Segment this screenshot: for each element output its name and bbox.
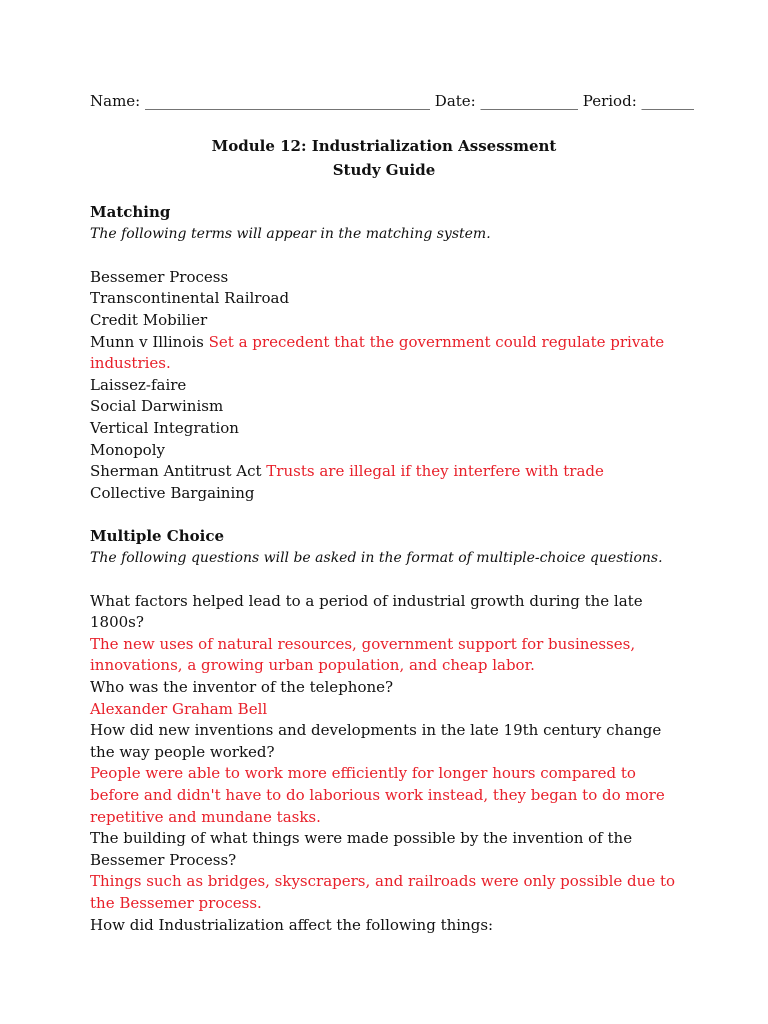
term-item (90, 332, 680, 375)
answer-text: The new uses of natural resources, government support for businesses, innovations, a growing urban population, and cheap labor. (90, 634, 636, 675)
answer-text: Alexander Graham Bell (90, 699, 268, 718)
term-label: Laissez-faire (90, 375, 187, 394)
question-text: How did new inventions and developments in the late 19th century change the way people worked? (90, 721, 662, 761)
period-blank: _______ (641, 92, 695, 110)
term-label: Munn v Illinois (90, 332, 204, 351)
document-title (0, 134, 768, 182)
term-item (90, 267, 680, 289)
term-label: Monopoly (90, 440, 165, 459)
name-blank: ______________________________________ (145, 92, 431, 110)
multiple-choice-intro: The following questions will be asked in the format of multiple-choice questions. (90, 549, 663, 566)
term-label: Vertical Integration (90, 418, 239, 437)
period-label: Period: (582, 92, 637, 110)
document-body (90, 202, 680, 936)
question-list (90, 591, 680, 937)
term-label: Credit Mobilier (90, 310, 208, 329)
student-info-line (90, 90, 695, 112)
term-item (90, 396, 680, 418)
question-text: How did Industrialization affect the following things: (90, 915, 494, 934)
term-item (90, 310, 680, 332)
date-label: Date: (434, 92, 476, 110)
term-item (90, 483, 680, 505)
term-label: Collective Bargaining (90, 483, 255, 502)
term-label: Transcontinental Railroad (90, 289, 290, 308)
term-label: Sherman Antitrust Act (90, 462, 262, 481)
matching-heading: Matching (90, 203, 171, 221)
term-answer: Trusts are illegal if they interfere with trade (266, 462, 604, 481)
question-text: Who was the inventor of the telephone? (90, 678, 394, 697)
multiple-choice-heading: Multiple Choice (90, 526, 225, 545)
title-line-2: Study Guide (332, 161, 436, 179)
answer-text: Things such as bridges, skyscrapers, and railroads were only possible due to the Bessemer process. (90, 872, 676, 912)
term-item (90, 375, 680, 397)
answer-text: People were able to work more efficiently for longer hours compared to before and didn't have to do laborious work instead, they began to do more repetitive and mundane tasks. (90, 764, 665, 826)
matching-term-list (90, 267, 680, 505)
question-text: The building of what things were made possible by the invention of the Bessemer Process? (90, 829, 633, 869)
term-answer: Set a precedent that the government could regulate private industries. (90, 332, 665, 373)
term-item (90, 288, 680, 310)
matching-intro: The following terms will appear in the matching system. (90, 225, 491, 242)
term-item (90, 418, 680, 440)
title-line-1: Module 12: Industrialization Assessment (211, 137, 557, 155)
term-label: Social Darwinism (90, 397, 224, 416)
term-label: Bessemer Process (90, 267, 229, 286)
name-label: Name: (90, 92, 141, 110)
term-item (90, 461, 680, 483)
question-text: What factors helped lead to a period of industrial growth during the late 1800s? (90, 591, 643, 632)
date-blank: _____________ (480, 92, 579, 110)
term-item (90, 440, 680, 462)
